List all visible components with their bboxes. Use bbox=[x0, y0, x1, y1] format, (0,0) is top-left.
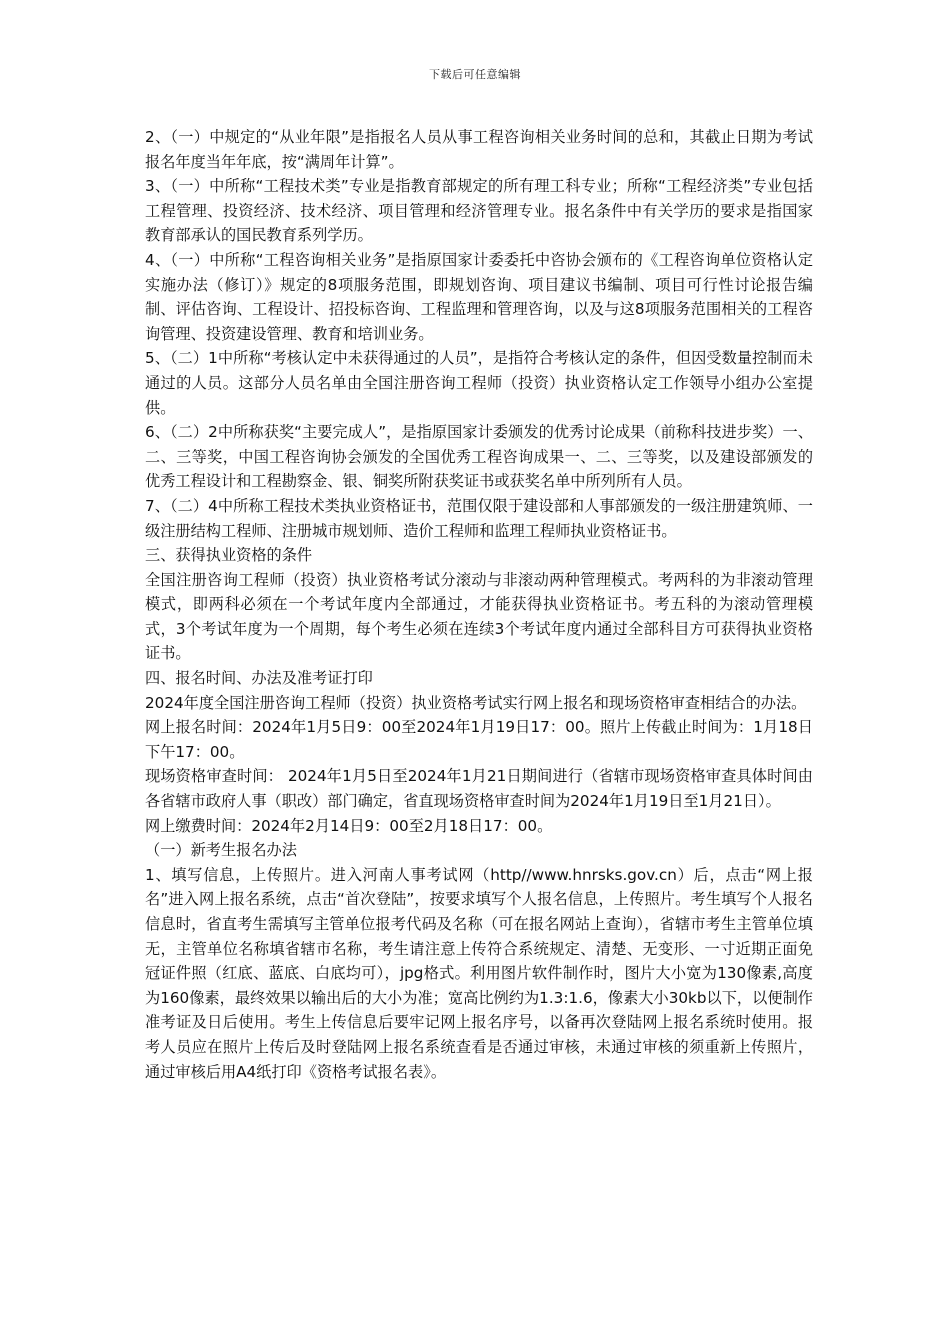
section-heading-3: 三、获得执业资格的条件 bbox=[145, 546, 313, 565]
paragraph-qualification-conditions: 全国注册咨询工程师（投资）执业资格考试分滚动与非滚动两种管理模式。考两科的为非滚动管理模式，即两科必须在一个考试年度内全部通过，才能获得执业资格证书。考五科的为滚动管理模式，3个考试年度为一个周期，每个考生必须在连续3个考试年度内通过全部科目方可获得执业资格证书。 bbox=[145, 570, 813, 663]
paragraph-note-5: 5、（二）1中所称“考核认定中未获得通过的人员”，是指符合考核认定的条件，但因受数量控制而未通过的人员。这部分人员名单由全国注册咨询工程师（投资）执业资格认定工作领导小组办公室提供。 bbox=[145, 349, 813, 417]
page-header: 下载后可任意编辑 bbox=[429, 68, 521, 81]
section-heading-4: 四、报名时间、办法及准考证打印 bbox=[145, 669, 373, 688]
paragraph-note-3: 3、（一）中所称“工程技术类”专业是指教育部规定的所有理工科专业；所称“工程经济类”专业包括工程管理、投资经济、技术经济、项目管理和经济管理专业。报名条件中有关学历的要求是指国家教育部承认的国民教育系列学历。 bbox=[145, 177, 813, 245]
paragraph-online-registration-time: 网上报名时间：2024年1月5日9：00至2024年1月19日17：00。照片上传截止时间为：1月18日下午17：00。 bbox=[145, 718, 813, 761]
paragraph-registration-method: 2024年度全国注册咨询工程师（投资）执业资格考试实行网上报名和现场资格审查相结合的办法。 bbox=[145, 693, 807, 712]
paragraph-onsite-review-time: 现场资格审查时间： 2024年1月5日至2024年1月21日期间进行（省辖市现场资格审查具体时间由各省辖市政府人事（职改）部门确定，省直现场资格审查时间为2024年1月19日至1月21日）。 bbox=[145, 767, 813, 811]
paragraph-online-payment-time: 网上缴费时间：2024年2月14日9：00至2月18日17：00。 bbox=[145, 816, 553, 835]
document-body bbox=[145, 125, 813, 1084]
paragraph-note-7: 7、（二）4中所称工程技术类执业资格证书，范围仅限于建设部和人事部颁发的一级注册建筑师、一级注册结构工程师、注册城市规划师、造价工程师和监理工程师执业资格证书。 bbox=[145, 496, 813, 540]
subsection-heading-new-candidates: （一）新考生报名办法 bbox=[145, 841, 297, 860]
paragraph-step-1-fill-info: 1、填写信息，上传照片。进入河南人事考试网（http//www.hnrsks.gov.cn）后，点击“网上报名”进入网上报名系统，点击“首次登陆”，按要求填写个人报名信息，上传照片。考生填写个人报名信息时，省直考生需填写主管单位报考代码及名称（可在报名网站上查询），省辖市考生主管单位填无，主管单位名称填省辖市名称，考生请注意上传符合系统规定、清楚、无变形、一寸近期正面免冠证件照（红底、蓝底、白底均可），jpg格式。利用图片软件制作时，图片大小宽为130像素,高度为160像素，最终效果以输出后的大小为准；宽高比例约为1.3:1.6，像素大小30kb以下，以便制作准考证及日后使用。考生上传信息后要牢记网上报名序号，以备再次登陆网上报名系统时使用。报考人员应在照片上传后及时登陆网上报名系统查看是否通过审核，未通过审核的须重新上传照片，通过审核后用A4纸打印《资格考试报名表》。 bbox=[145, 865, 813, 1081]
paragraph-note-2: 2、（一）中规定的“从业年限”是指报名人员从事工程咨询相关业务时间的总和，其截止日期为考试报名年度当年年底，按“满周年计算”。 bbox=[145, 128, 813, 171]
paragraph-note-4: 4、（一）中所称“工程咨询相关业务”是指原国家计委委托中咨协会颁布的《工程咨询单位资格认定实施办法（修订）》规定的8项服务范围，即规划咨询、项目建议书编制、项目可行性讨论报告编制、评估咨询、工程设计、招投标咨询、工程监理和管理咨询，以及与这8项服务范围相关的工程咨询管理、投资建设管理、教育和培训业务。 bbox=[145, 250, 813, 343]
paragraph-note-6: 6、（二）2中所称获奖“主要完成人”，是指原国家计委颁发的优秀讨论成果（前称科技进步奖）一、二、三等奖，中国工程咨询协会颁发的全国优秀工程咨询成果一、二、三等奖，以及建设部颁发的优秀工程设计和工程勘察金、银、铜奖所附获奖证书或获奖名单中所列所有人员。 bbox=[145, 423, 813, 491]
